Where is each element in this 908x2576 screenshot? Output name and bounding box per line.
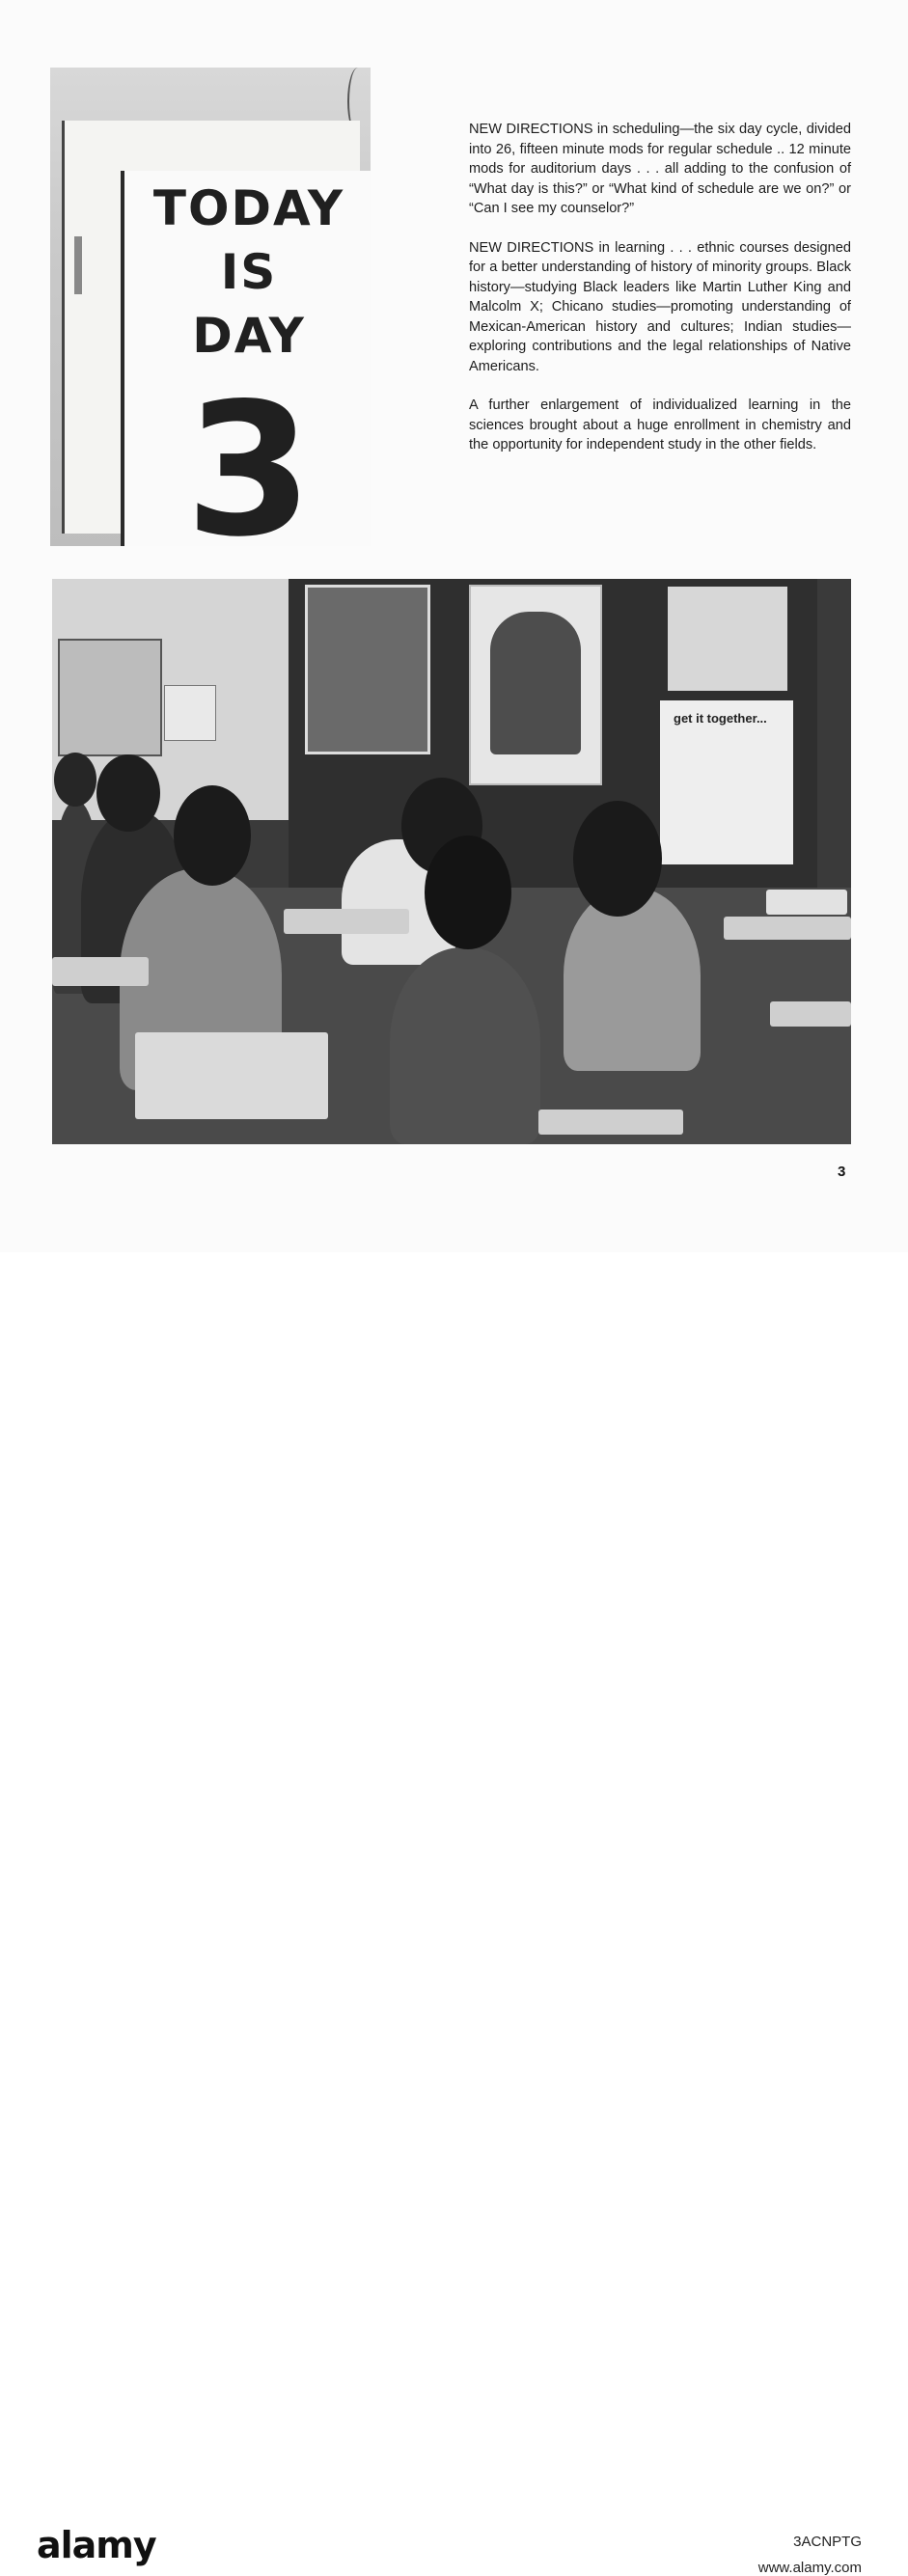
article-text (469, 120, 851, 475)
slogan-poster (660, 700, 793, 864)
student-head (174, 785, 251, 886)
desk (724, 917, 851, 940)
portrait-poster (469, 585, 602, 785)
wall-map (58, 639, 162, 756)
sketch-poster (668, 587, 787, 691)
day-sign-photo (50, 68, 371, 546)
sign-day-number: 3 (184, 364, 314, 546)
page-number: 3 (838, 1164, 846, 1180)
paragraph-scheduling: NEW DIRECTIONS in scheduling—the six day cycle, divided into 26, fifteen minute mods for regular schedule .. 12 minute mods for auditorium days . . . all adding to the confusion of “What day is this?” or “What kind of schedule are we on?” or “Can I see my counselor?” (469, 122, 851, 216)
image-id: 3ACNPTG (793, 2534, 862, 2550)
desk (770, 1001, 851, 1027)
watermark-footer (0, 1252, 908, 2576)
student-head (54, 753, 96, 807)
student (390, 947, 540, 1144)
desk (52, 957, 149, 986)
site-url: www.alamy.com (757, 2560, 862, 2576)
portrait-figure (490, 612, 581, 754)
student-head (425, 836, 511, 949)
classroom-photo (52, 579, 851, 1144)
student-head (573, 801, 662, 917)
wall-notice (164, 685, 216, 741)
sign-line-day: DAY (192, 308, 306, 364)
paragraph-learning: NEW DIRECTIONS in learning . . . ethnic courses designed for a better understanding of history of minority groups. Black history—studying Black leaders like Martin Luther King and Malcolm X; Chicano studies—promoting understanding of Mexican-American history and cultures; Indian studies—exploring contributions and the legal relationships of Native Americans. (469, 239, 851, 374)
desk (135, 1032, 328, 1119)
bulletin-board (62, 121, 360, 546)
desk (284, 909, 409, 934)
desk (538, 1110, 683, 1135)
paragraph-sciences: A further enlargement of individualized learning in the sciences brought about a huge enrollment in chemistry and the opportunity for independent study in the other fields. (469, 397, 851, 452)
collage-poster (305, 585, 430, 754)
student (564, 888, 701, 1071)
day-sign (121, 171, 371, 546)
sign-line-is: IS (220, 244, 278, 300)
hinge (74, 236, 82, 294)
desk (766, 890, 847, 915)
sign-line-today: TODAY (152, 180, 345, 236)
yearbook-page (0, 0, 908, 1252)
student-head (96, 754, 160, 832)
alamy-logo: alamy (37, 2524, 156, 2566)
slogan-text: get it together... (674, 711, 767, 726)
